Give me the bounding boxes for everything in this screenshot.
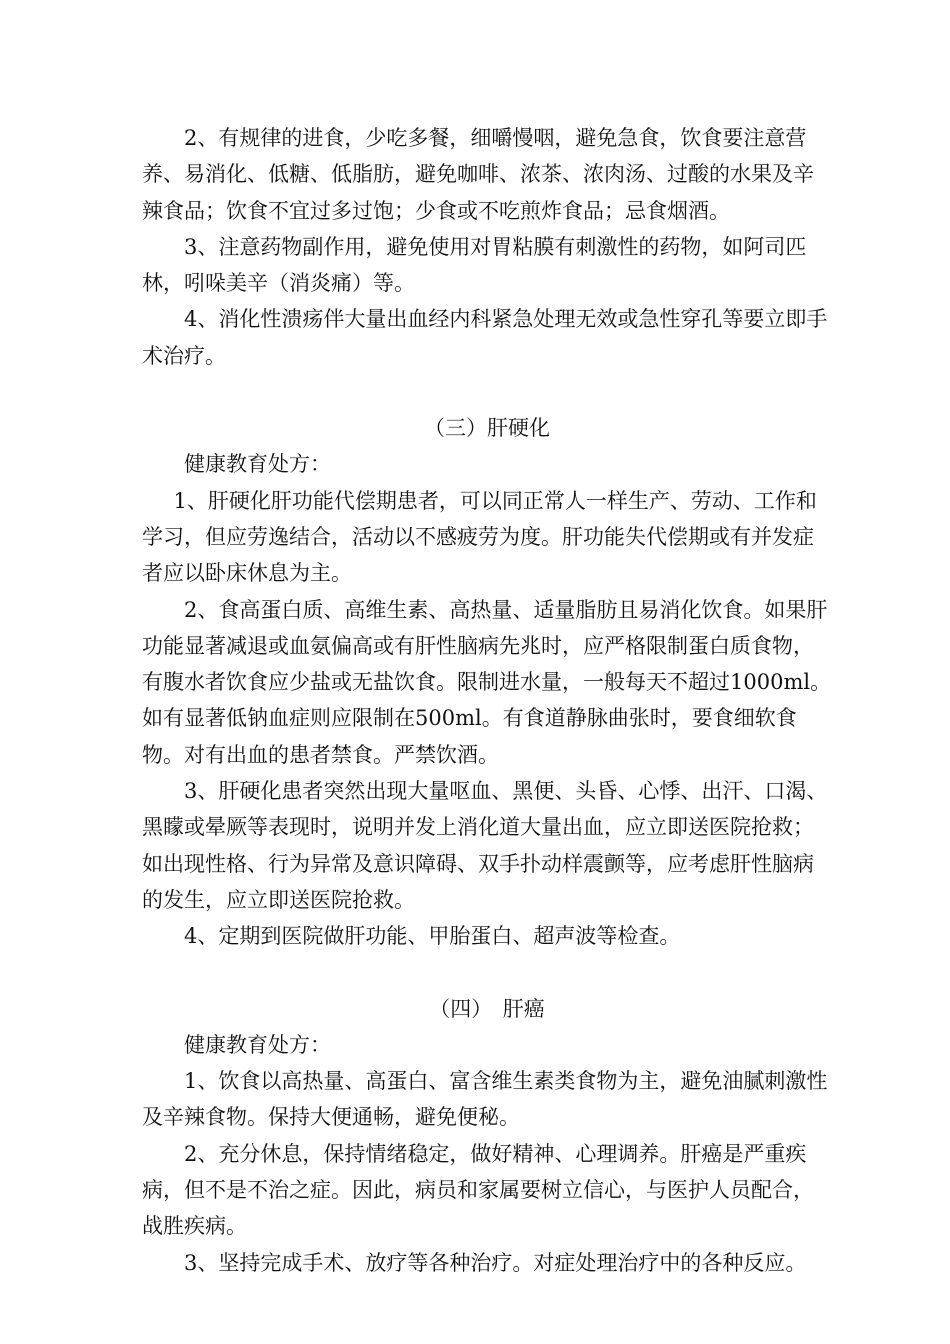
section-title-liver-cancer: （四） 肝癌 [429, 996, 545, 1021]
paragraph-liver-cancer-2: 2、充分休息，保持情绪稳定，做好精神、心理调养。肝癌是严重疾病，但不是不治之症。因此，病员和家属要树立信心，与医护人员配合，战胜疾病。 [142, 1141, 814, 1239]
paragraph-cirrhosis-1: 1、肝硬化肝功能代偿期患者，可以同正常人一样生产、劳动、工作和学习，但应劳逸结合，活动以不感疲劳为度。肝功能失代偿期或有并发症者应以卧床休息为主。 [142, 488, 817, 586]
paragraph-cirrhosis-2: 2、食高蛋白质、高维生素、高热量、适量脂肪且易消化饮食。如果肝功能显著减退或血氨偏高或有肝性脑病先兆时，应严格限制蛋白质食物，有腹水者饮食应少盐或无盐饮食。限制进水量，一般每天不超过1000ml。如有显著低钠血症则应限制在500ml。有食道静脉曲张时，要食细软食物。对有出血的患者禁食。严禁饮酒。 [142, 597, 832, 767]
section-title-cirrhosis: （三）肝硬化 [424, 416, 550, 441]
paragraph-drug-side-effects: 3、注意药物副作用，避免使用对胃粘膜有刺激性的药物，如阿司匹林，吲哚美辛（消炎痛）等。 [142, 234, 807, 296]
section-spacer [142, 374, 832, 410]
document-body [142, 120, 832, 1281]
paragraph-cirrhosis-4: 4、定期到医院做肝功能、甲胎蛋白、超声波等检查。 [184, 924, 681, 949]
section-subtitle-liver-cancer: 健康教育处方： [184, 1032, 331, 1057]
section-spacer [142, 955, 832, 991]
paragraph-liver-cancer-1: 1、饮食以高热量、高蛋白、富含维生素类食物为主，避免油腻刺激性及辛辣食物。保持大便通畅，避免便秘。 [142, 1069, 828, 1130]
paragraph-liver-cancer-3: 3、坚持完成手术、放疗等各种治疗。对症处理治疗中的各种反应。 [184, 1250, 807, 1275]
paragraph-ulcer-surgery: 4、消化性溃疡伴大量出血经内科紧急处理无效或急性穿孔等要立即手术治疗。 [142, 307, 828, 368]
paragraph-cirrhosis-3: 3、肝硬化患者突然出现大量呕血、黑便、头昏、心悸、出汗、口渴、黑矇或晕厥等表现时，说明并发上消化道大量出血，应立即送医院抢救；如出现性格、行为异常及意识障碍、双手扑动样震颤等，应考虑肝性脑病的发生，应立即送医院抢救。 [142, 779, 828, 912]
paragraph-diet-rules: 2、有规律的进食，少吃多餐，细嚼慢咽，避免急食，饮食要注意营养、易消化、低糖、低脂肪，避免咖啡、浓茶、浓肉汤、过酸的水果及辛辣食品；饮食不宜过多过饱；少食或不吃煎炸食品；忌食烟酒。 [142, 126, 814, 223]
section-subtitle-cirrhosis: 健康教育处方： [184, 452, 331, 477]
